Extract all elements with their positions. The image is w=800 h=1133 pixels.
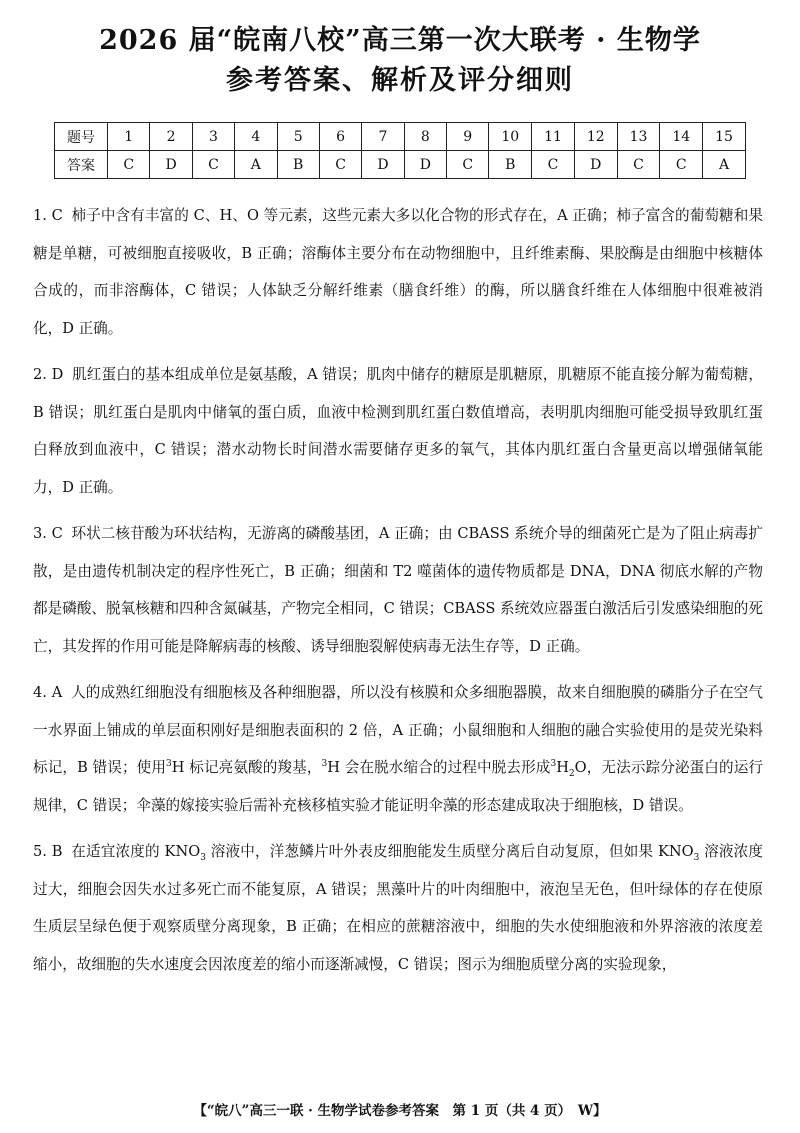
answer-table [54,122,746,179]
question-number: 5 [277,123,319,151]
question-number: 14 [660,123,703,151]
explanation-text: 人的成熟红细胞没有细胞核及各种细胞器，所以没有核膜和众多细胞器膜，故来自细胞膜的磷脂分子在空气一水界面上铺成的单层面积刚好是细胞表面积的 2 倍，A 正确；小鼠细胞和人细胞的融合实验使用的是荧光染料标记，B 错误；使用 [33,684,763,776]
subscript: 3 [693,852,700,863]
row-label-answer: 答案 [55,151,108,179]
answer-cell: B [277,151,319,179]
explanation-q1 [33,197,763,347]
explanation-text: H 标记亮氨酸的羧基， [171,759,322,776]
answer-cell: A [703,151,746,179]
question-answer-label: 1. C [33,207,63,224]
explanation-q2 [33,356,763,506]
explanation-q4 [33,674,763,824]
answer-cell: C [319,151,361,179]
superscript: 3 [166,759,172,770]
answer-cell: D [404,151,446,179]
explanation-text: H 会在脱水缩合的过程中脱去形成 [327,759,551,776]
answer-cell: C [192,151,234,179]
question-number: 9 [447,123,489,151]
explanation-text: O，无法示踪分泌蛋白的运行规律，C 错误；伞藻的嫁接实验后需补充核移植实验才能证明伞藻的形态建成取决于细胞核，D 错误。 [33,759,763,814]
question-number: 2 [150,123,192,151]
explanation-text: 溶液中，洋葱鳞片叶外表皮细胞能发生质壁分离后自动复原，但如果 KNO [205,843,694,860]
explanation-text: 环状二核苷酸为环状结构，无游离的磷酸基团，A 正确；由 CBASS 系统介导的细菌死亡是为了阻止病毒扩散，是由遗传机制决定的程序性死亡，B 正确；细菌和 T2 噬菌体的遗传物质都是 DNA，DNA 彻底水解的产物都是磷酸、脱氧核糖和四种含氮碱基，产物完全相同，C 错误；CBASS 系统效应器蛋白激活后引发感染细胞的死亡，其发挥的作用可能是降解病毒的核酸、诱导细胞裂解使病毒无法生存等，D 正确。 [33,525,763,655]
answer-cell: D [574,151,617,179]
question-number: 7 [362,123,404,151]
explanation-text: 在适宜浓度的 KNO [71,843,201,860]
answer-cell: D [150,151,192,179]
question-number: 3 [192,123,234,151]
answer-table-answer-row [55,151,746,179]
row-label-number: 题号 [55,123,108,151]
question-number: 8 [404,123,446,151]
page-footer: 【“皖八”高三一联 · 生物学试卷参考答案 第 1 页（共 4 页） W】 [193,1103,607,1119]
question-answer-label: 3. C [33,525,63,542]
question-number: 11 [532,123,575,151]
answer-cell: C [660,151,703,179]
answer-cell: C [617,151,660,179]
question-number: 6 [319,123,361,151]
superscript: 3 [550,759,557,770]
answer-cell: C [447,151,489,179]
explanation-q5 [33,833,763,983]
explanation-text: 柿子中含有丰富的 C、H、O 等元素，这些元素大多以化合物的形式存在，A 正确；柿子富含的葡萄糖和果糖是单糖，可被细胞直接吸收，B 正确；溶酶体主要分布在动物细胞中，且纤维素酶、果胶酶是由细胞中核糖体合成的，而非溶酶体，C 错误；人体缺乏分解纤维素（膳食纤维）的酶，所以膳食纤维在人体细胞中很难被消化，D 正确。 [33,207,763,337]
answer-table-number-row [55,123,746,151]
question-number: 10 [489,123,532,151]
superscript: 3 [321,759,328,770]
explanations [33,197,763,992]
answer-cell: B [489,151,532,179]
question-answer-label: 4. A [33,684,63,701]
question-number: 1 [108,123,150,151]
subscript: 3 [200,852,206,863]
explanation-text: 溶液浓度过大，细胞会因失水过多死亡而不能复原，A 错误；黑藻叶片的叶肉细胞中，液泡呈无色，但叶绿体的存在使原生质层呈绿色便于观察质壁分离现象，B 正确；在相应的蔗糖溶液中，细胞的失水使细胞液和外界溶液的浓度差缩小，故细胞的失水速度会因浓度差的缩小而逐渐减慢，C 错误；图示为细胞质壁分离的实验现象， [33,843,764,973]
answer-cell: D [362,151,404,179]
question-answer-label: 2. D [33,366,64,383]
explanation-q3 [33,515,763,665]
explanation-text: H [556,759,569,776]
document-title: 2026 届“皖南八校”高三第一次大联考 · 生物学 [99,25,701,56]
question-number: 12 [574,123,617,151]
document-subtitle: 参考答案、解析及评分细则 [226,65,574,96]
answer-cell: C [532,151,575,179]
subscript: 2 [568,768,575,779]
question-number: 13 [617,123,660,151]
explanation-text: 肌红蛋白的基本组成单位是氨基酸，A 错误；肌肉中储存的糖原是肌糖原，肌糖原不能直接分解为葡萄糖，B 错误；肌红蛋白是肌肉中储氧的蛋白质，血液中检测到肌红蛋白数值增高，表明肌肉细胞可能受损导致肌红蛋白释放到血液中，C 错误；潜水动物长时间潜水需要储存更多的氧气，其体内肌红蛋白含量更高以增强储氧能力，D 正确。 [33,366,764,496]
answer-cell: C [108,151,150,179]
question-number: 15 [703,123,746,151]
question-number: 4 [235,123,277,151]
answer-cell: A [235,151,277,179]
question-answer-label: 5. B [33,843,63,860]
